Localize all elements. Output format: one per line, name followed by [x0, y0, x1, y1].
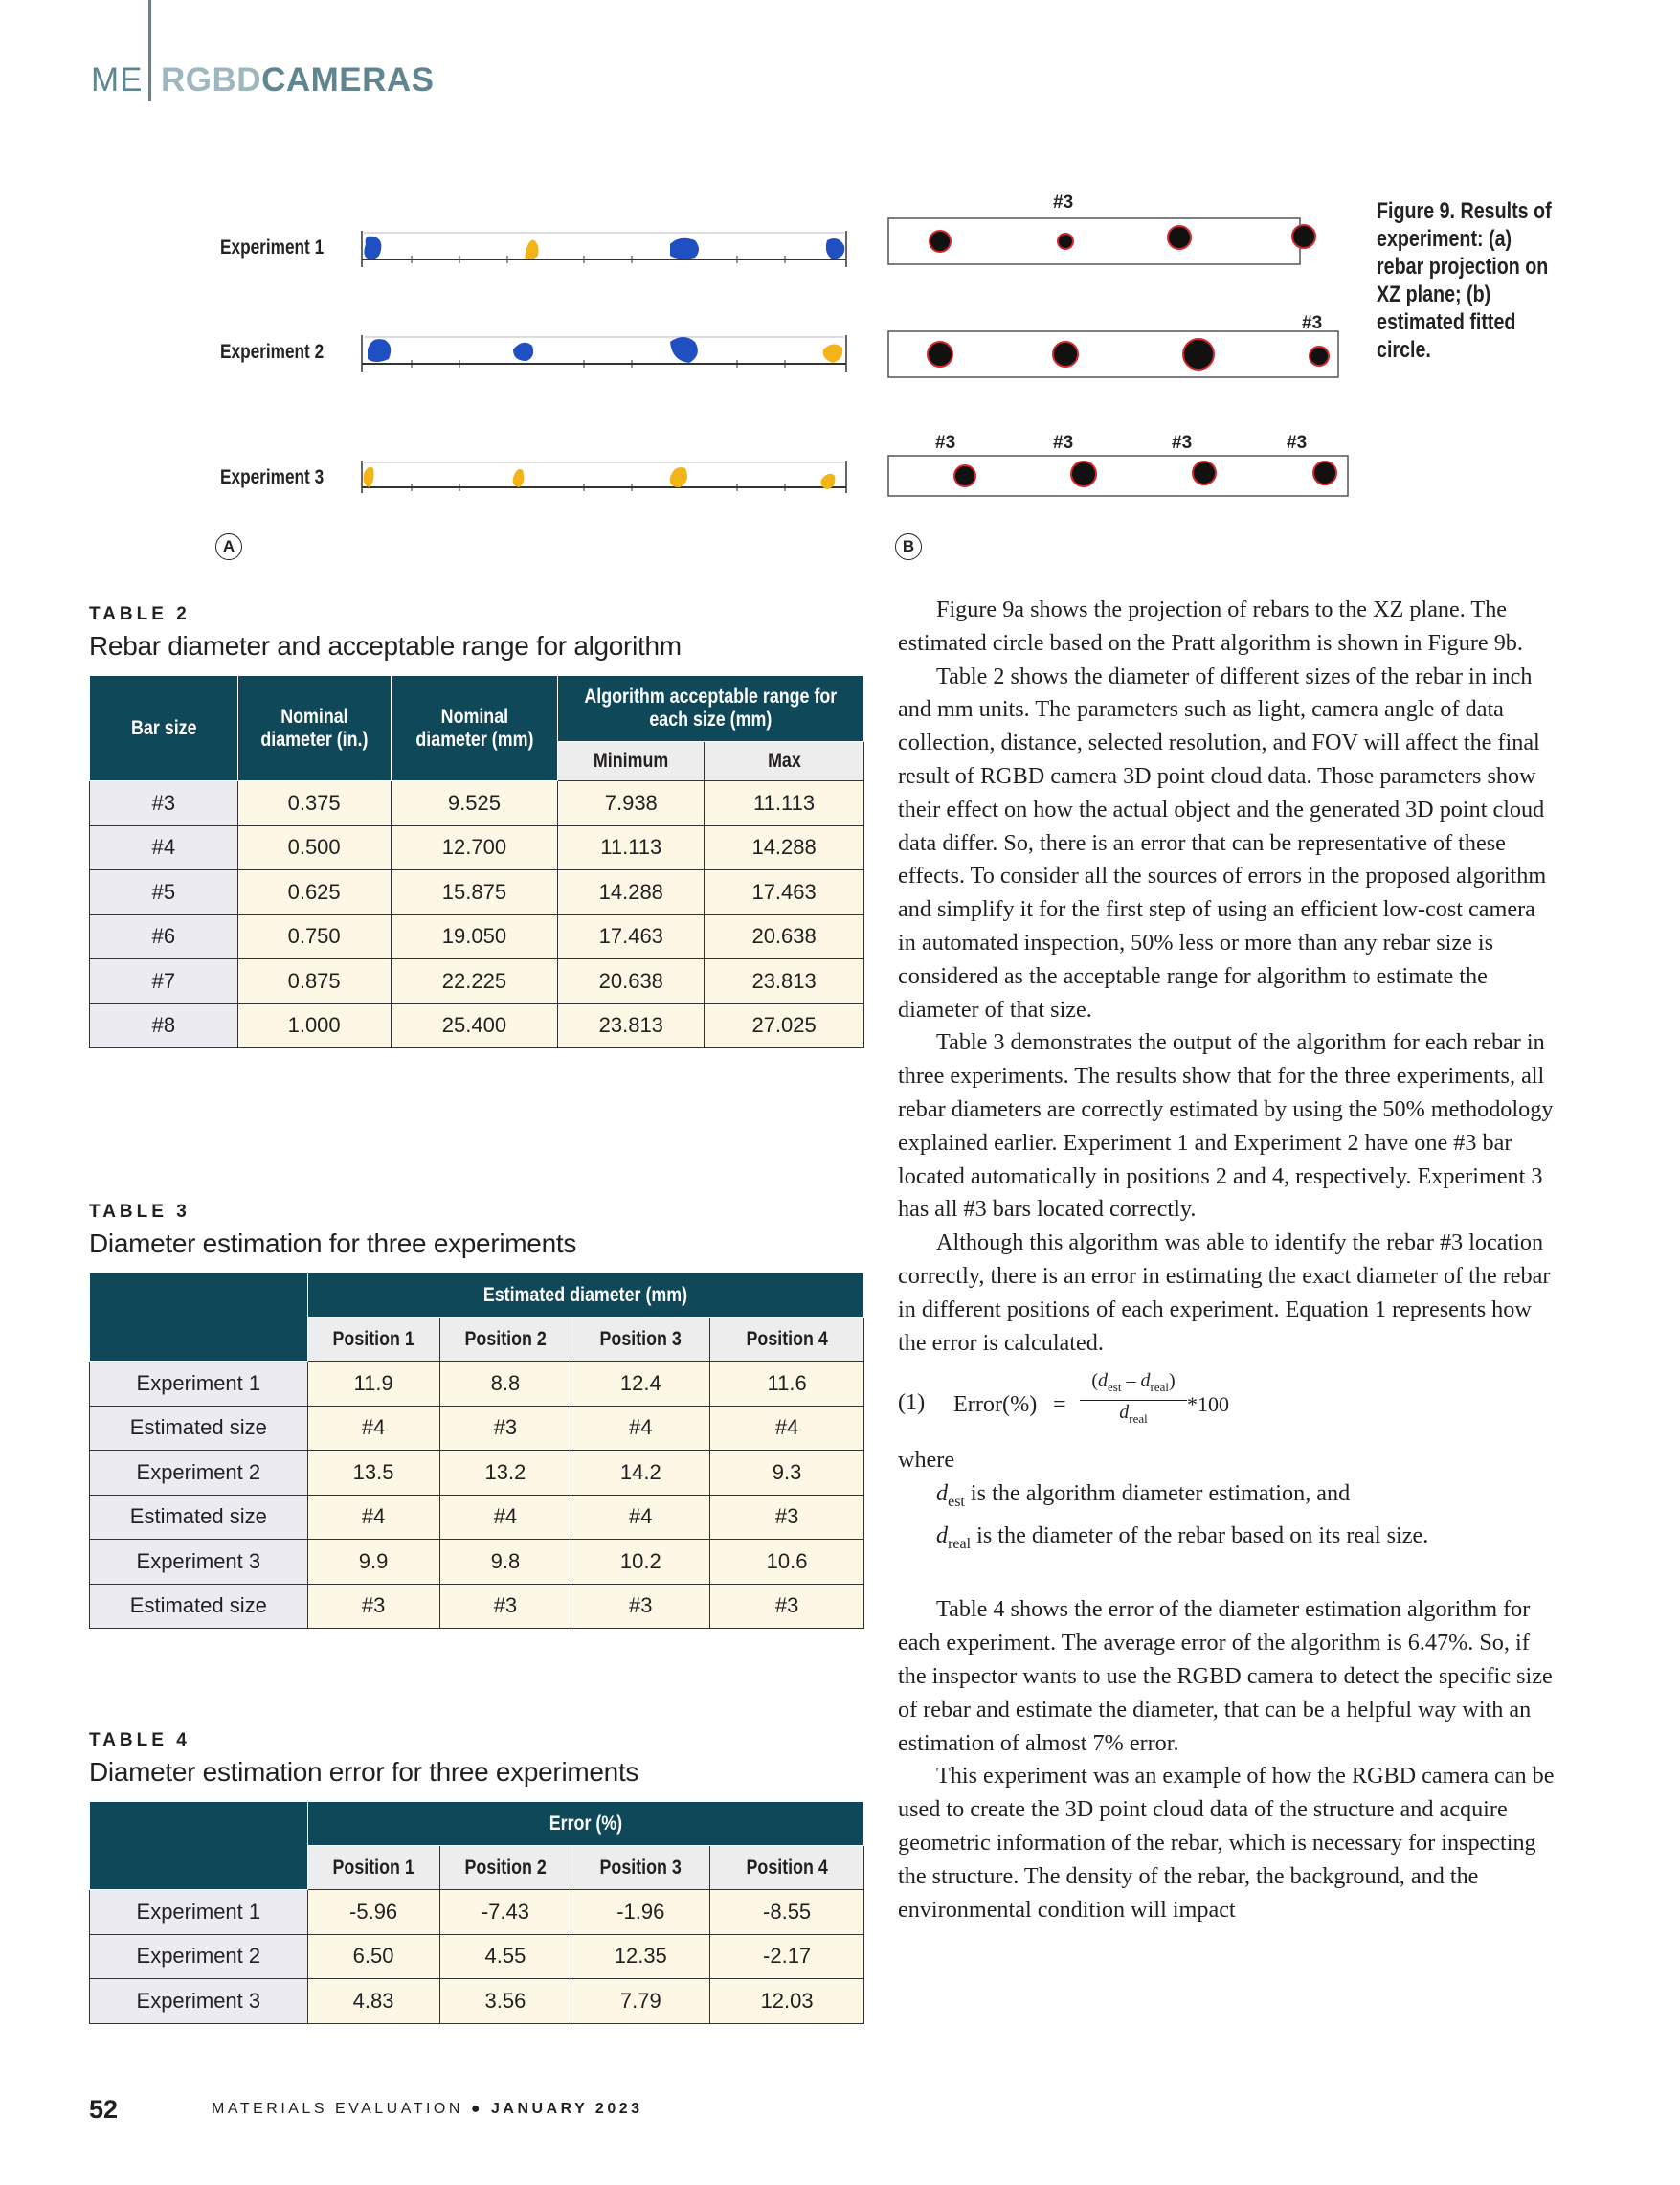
table4-cell: 4.55: [439, 1934, 571, 1979]
table-row: [90, 1451, 864, 1496]
table4-header-pos1: Position 1: [307, 1846, 439, 1890]
table2-cell: 1.000: [237, 1003, 391, 1048]
experiment-label-1: Experiment 1: [220, 237, 325, 259]
table3-cell: Estimated size: [90, 1584, 308, 1629]
table4-cell: 3.56: [439, 1979, 571, 2024]
table2-cell: #6: [90, 914, 238, 959]
equation-fraction: [1080, 1369, 1187, 1430]
table2-cell: 11.113: [705, 781, 864, 826]
table3-cell: 9.8: [439, 1540, 571, 1585]
table2-cell: 27.025: [705, 1003, 864, 1048]
marker-labels: [935, 192, 1322, 453]
table3-cell: 13.2: [439, 1451, 571, 1496]
table4-cell: Experiment 2: [90, 1934, 308, 1979]
table2-header-bar-size: Bar size: [90, 676, 238, 781]
table2-cell: 0.375: [237, 781, 391, 826]
table3-cell: 8.8: [439, 1362, 571, 1407]
table3-header-blank: [90, 1273, 308, 1362]
table3-cell: 13.5: [307, 1451, 439, 1496]
equation-equals: =: [1053, 1391, 1066, 1418]
exp3-projection: [362, 461, 846, 493]
table3-cell: 12.4: [571, 1362, 710, 1407]
exp3-rebar-2: [513, 469, 525, 487]
table3-cell: #3: [710, 1584, 864, 1629]
exp1-rebar-2: [525, 240, 539, 259]
exp1-circle-3: [1168, 226, 1191, 249]
table2-cell: 12.700: [391, 825, 558, 870]
table4-cell: 12.03: [710, 1979, 864, 2024]
equation-lhs: Error(%): [953, 1391, 1038, 1418]
exp3-rebar-3: [670, 467, 687, 487]
table2-cell: 15.875: [391, 870, 558, 915]
table-row: [90, 914, 864, 959]
exp1-rebar-1: [364, 237, 381, 259]
equation-1: [898, 1360, 1558, 1430]
table-row: [90, 825, 864, 870]
table3-cell: #4: [710, 1406, 864, 1451]
table-row: [90, 781, 864, 826]
table2-header-nominal-in: Nominal diameter (in.): [237, 676, 391, 781]
def2-text: is the diameter of the rebar based on its real size.: [971, 1521, 1429, 1548]
table3-header-pos3: Position 3: [571, 1318, 710, 1362]
exp1-circle-4: [1292, 225, 1315, 248]
table3-header-pos2: Position 2: [439, 1318, 571, 1362]
table3-cell: #4: [307, 1495, 439, 1540]
table2-cell: #4: [90, 825, 238, 870]
paragraph-2: Table 2 shows the diameter of different sizes of the rebar in inch and mm units. The parameters such as light, camera angle of data collection, distance, selected resolution, and FOV will affect the final result of RGBD camera 3D point cloud data. Those parameters show their effect on how the actual object and the generated 3D point cloud data differ. So, there is an error that can be representative of these effects. To consider all the sources of errors in the proposed algorithm and simplify it for the first step of using an efficient low-cost camera in automated inspection, 50% less or more than any rebar size is considered as the acceptable range for algorithm to estimate the diameter of that size.: [898, 663, 1547, 1023]
table3-cell: 10.2: [571, 1540, 710, 1585]
paragraph-4: Although this algorithm was able to identify the rebar #3 location correctly, there is an error in estimating the exact diameter of the rebar in different positions of each experiment. Equation 1 represents how the error is calculated.: [898, 1229, 1551, 1356]
table2-cell: 7.938: [558, 781, 705, 826]
table-row: [90, 1979, 864, 2024]
table2-cell: #7: [90, 959, 238, 1004]
table3-cell: 11.9: [307, 1362, 439, 1407]
table3-cell: #3: [439, 1584, 571, 1629]
table2-cell: 19.050: [391, 914, 558, 959]
table4-cell: -5.96: [307, 1890, 439, 1935]
equation-multiplier: *100: [1187, 1392, 1229, 1417]
table3-cell: #3: [307, 1584, 439, 1629]
equation-numerator: $(d_{est} - d_{real})$: [1080, 1369, 1187, 1401]
table2-cell: #3: [90, 781, 238, 826]
table3-header-pos1: Position 1: [307, 1318, 439, 1362]
panel-label-b: B: [895, 533, 922, 560]
table3: [89, 1273, 864, 1629]
table-row: [90, 1934, 864, 1979]
equation-number: (1): [898, 1389, 926, 1416]
table2-header-nominal-mm: Nominal diameter (mm): [391, 676, 558, 781]
table2-cell: 22.225: [391, 959, 558, 1004]
exp3-circle-3: [1193, 462, 1216, 484]
table4-cell: 6.50: [307, 1934, 439, 1979]
table3-cell: Experiment 3: [90, 1540, 308, 1585]
table-row: [90, 1540, 864, 1585]
paragraph-6: This experiment was an example of how the RGBD camera can be used to create the 3D point cloud data of the structure and acquire geometric information of the rebar, which is necessary for inspecting the structure. The density of the rebar, the background, and the environmental condition will impact: [898, 1763, 1555, 1923]
experiment-label-2: Experiment 2: [220, 341, 325, 363]
table4-cell: 7.79: [571, 1979, 710, 2024]
table3-cell: #4: [307, 1406, 439, 1451]
table4-cell: -7.43: [439, 1890, 571, 1935]
where-label: where: [898, 1447, 955, 1474]
table2-cell: 17.463: [558, 914, 705, 959]
section-title-part-b: CAMERAS: [261, 61, 435, 99]
table2: [89, 675, 864, 1048]
table2-kicker: TABLE 2: [89, 604, 190, 624]
table3-cell: #3: [571, 1584, 710, 1629]
paragraph-3: Table 3 demonstrates the output of the algorithm for each rebar in three experiments. The results show that for the three experiments, all rebar diameters are correctly estimated by using the 50% methodology explained earlier. Experiment 1 and Experiment 2 have one #3 bar located automatically in positions 2 and 4, respectively. Experiment 3 has all #3 bars located correctly.: [898, 1029, 1554, 1223]
table4-title: Diameter estimation error for three experiments: [89, 1757, 639, 1787]
table2-cell: 0.875: [237, 959, 391, 1004]
table3-header-pos4: Position 4: [710, 1318, 864, 1362]
table3-cell: 11.6: [710, 1362, 864, 1407]
table2-header-min: Minimum: [558, 742, 705, 781]
experiment-label-3: Experiment 3: [220, 466, 325, 488]
marker-label-exp3-pos1: #3: [935, 433, 956, 453]
exp2-circle-1: [928, 342, 952, 367]
table2-cell: 14.288: [558, 870, 705, 915]
table2-header-max: Max: [705, 742, 864, 781]
table3-kicker: TABLE 3: [89, 1202, 190, 1222]
table2-cell: 20.638: [558, 959, 705, 1004]
table4-cell: -1.96: [571, 1890, 710, 1935]
figure-9b-fitted-circles: [881, 191, 1359, 507]
table2-cell: 9.525: [391, 781, 558, 826]
exp1-circle-2: [1058, 234, 1073, 249]
tick-marks: [412, 256, 785, 491]
definition-real: [898, 1520, 1558, 1562]
exp2-rebar-4: [823, 344, 843, 363]
table4-kicker: TABLE 4: [89, 1730, 190, 1750]
figure-9a-projections: [354, 206, 862, 512]
body-text: [898, 594, 1558, 1926]
def1-text: is the algorithm diameter estimation, and: [964, 1480, 1351, 1507]
table-row: [90, 1003, 864, 1048]
table4-header-blank: [90, 1802, 308, 1890]
exp2-circles: [888, 331, 1338, 377]
marker-label-exp3-pos4: #3: [1287, 433, 1308, 453]
exp3-rebar-1: [364, 467, 374, 487]
table4-cell: Experiment 1: [90, 1890, 308, 1935]
table2-cell: #5: [90, 870, 238, 915]
exp1-projection: [362, 231, 846, 267]
exp2-rebar-1: [368, 339, 391, 362]
table2-cell: 23.813: [705, 959, 864, 1004]
table3-cell: #3: [710, 1495, 864, 1540]
publication-name: MATERIALS EVALUATION: [212, 2101, 463, 2117]
table4-header-pos2: Position 2: [439, 1846, 571, 1890]
section-prefix: ME: [91, 61, 144, 99]
table4-header-group: Error (%): [307, 1802, 863, 1846]
exp1-rebar-4: [826, 238, 844, 259]
exp2-circle-4: [1310, 347, 1329, 366]
section-title-part-a: RGBD: [161, 61, 262, 99]
table3-cell: Experiment 1: [90, 1362, 308, 1407]
table2-header-range: Algorithm acceptable range for each size (mm): [558, 676, 864, 742]
marker-label-exp3-pos2: #3: [1053, 433, 1074, 453]
table2-cell: 11.113: [558, 825, 705, 870]
section-title: [161, 61, 435, 100]
table-row: [90, 1890, 864, 1935]
table2-cell: 0.625: [237, 870, 391, 915]
table2-cell: 17.463: [705, 870, 864, 915]
exp2-circle-2: [1053, 342, 1078, 367]
table-row: [90, 1362, 864, 1407]
table3-cell: 9.9: [307, 1540, 439, 1585]
exp3-circle-2: [1071, 462, 1096, 486]
exp1-circles: [888, 218, 1315, 264]
table3-cell: 14.2: [571, 1451, 710, 1496]
issue-date: JANUARY 2023: [491, 2101, 643, 2117]
header-rule: [148, 0, 151, 101]
def2-symbol: d: [936, 1521, 949, 1548]
marker-label-exp3-pos3: #3: [1172, 433, 1193, 453]
table3-header-group: Estimated diameter (mm): [307, 1273, 863, 1318]
table-row: [90, 1584, 864, 1629]
exp2-rebar-2: [513, 343, 533, 361]
table2-cell: 25.400: [391, 1003, 558, 1048]
table-row: [90, 1495, 864, 1540]
publication-line: [212, 2101, 643, 2118]
exp1-circle-1: [930, 231, 951, 252]
equation-denominator: $d_{real}$: [1119, 1402, 1148, 1427]
exp2-circle-3: [1183, 339, 1214, 370]
table3-cell: #4: [571, 1495, 710, 1540]
footer-bullet: ●: [470, 2101, 484, 2117]
table-row: [90, 959, 864, 1004]
table4: [89, 1801, 864, 2024]
marker-label-exp1-pos2: #3: [1053, 192, 1074, 213]
exp2-rebar-3: [670, 337, 698, 363]
exp3-circle-1: [954, 465, 975, 486]
table2-title: Rebar diameter and acceptable range for algorithm: [89, 631, 682, 661]
table-row: [90, 870, 864, 915]
table3-cell: Experiment 2: [90, 1451, 308, 1496]
table4-header-pos3: Position 3: [571, 1846, 710, 1890]
page-number: 52: [89, 2095, 119, 2124]
table3-title: Diameter estimation for three experiments: [89, 1228, 577, 1258]
table3-cell: Estimated size: [90, 1495, 308, 1540]
table4-cell: -8.55: [710, 1890, 864, 1935]
table4-header-pos4: Position 4: [710, 1846, 864, 1890]
def1-subscript: est: [948, 1493, 965, 1510]
table4-cell: 4.83: [307, 1979, 439, 2024]
table3-cell: 10.6: [710, 1540, 864, 1585]
table4-cell: 12.35: [571, 1934, 710, 1979]
table3-cell: #4: [571, 1406, 710, 1451]
paragraph-1: Figure 9a shows the projection of rebars to the XZ plane. The estimated circle based on the Pratt algorithm is shown in Figure 9b.: [898, 597, 1523, 656]
table4-cell: -2.17: [710, 1934, 864, 1979]
table3-cell: #3: [439, 1406, 571, 1451]
exp3-circle-4: [1313, 462, 1336, 484]
panel-label-a: A: [215, 533, 242, 560]
table3-cell: 9.3: [710, 1451, 864, 1496]
exp2-projection: [362, 335, 846, 372]
table-row: [90, 1406, 864, 1451]
exp3-circles: [888, 456, 1348, 496]
definition-est: [898, 1477, 1558, 1520]
table3-cell: Estimated size: [90, 1406, 308, 1451]
def2-subscript: real: [948, 1535, 972, 1552]
table2-cell: 23.813: [558, 1003, 705, 1048]
table4-cell: Experiment 3: [90, 1979, 308, 2024]
table2-cell: 0.750: [237, 914, 391, 959]
exp1-rebar-3: [670, 238, 699, 259]
table2-cell: #8: [90, 1003, 238, 1048]
table3-cell: #4: [439, 1495, 571, 1540]
table2-cell: 20.638: [705, 914, 864, 959]
def1-symbol: d: [936, 1480, 949, 1507]
paragraph-5: Table 4 shows the error of the diameter estimation algorithm for each experiment. The average error of the algorithm is 6.47%. So, if the inspector wants to use the RGBD camera to detect the specific size of rebar and estimate the diameter, that can be a helpful way with an estimation of almost 7% error.: [898, 1596, 1553, 1756]
marker-label-exp2-pos4: #3: [1302, 313, 1323, 333]
figure-caption: Figure 9. Results of experiment: (a) rebar projection on XZ plane; (b) estimated fitted circle.: [1377, 198, 1552, 363]
table2-cell: 0.500: [237, 825, 391, 870]
table2-cell: 14.288: [705, 825, 864, 870]
